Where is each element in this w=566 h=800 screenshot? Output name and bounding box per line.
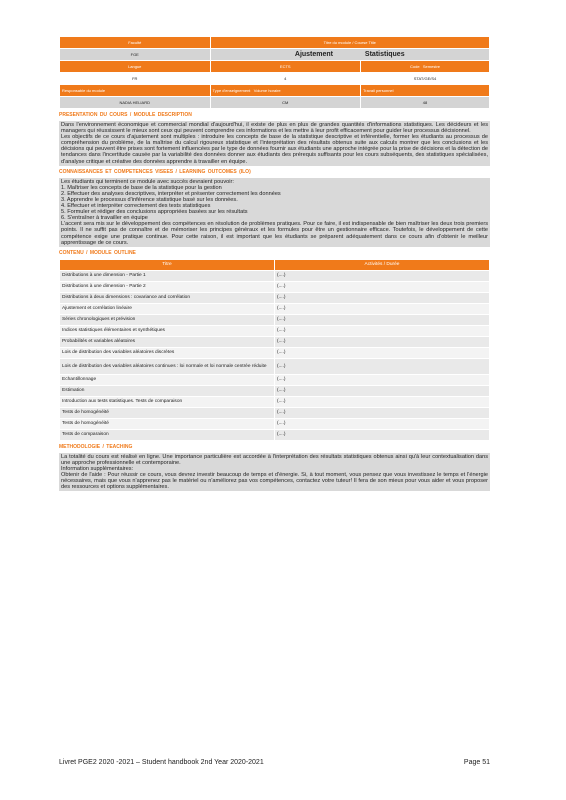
methodology-heading: METHODOLOGIE / TEACHING — [59, 443, 133, 450]
table-row — [60, 358, 490, 374]
presentation-paragraph: Dans l'environnement économique et commercial mondial d'aujourd'hui, il existe de plus en plus de grandes quantités d'informations statistiques. Les décideurs et les managers qui réussissent le mieux sont ceux qui peuvent comprendre ces informations et les mettre à leur profit efficacement pour guider leur processus décisionnel. — [61, 122, 488, 135]
faculty-header: Faculté — [60, 37, 211, 49]
outline-heading: CONTENU / MODULE OUTLINE — [59, 249, 136, 256]
learning-outcomes-text — [59, 178, 490, 247]
outline-activity-header: Activités / Durée — [275, 259, 490, 270]
presentation-paragraph: Les objectifs de ce cours d'ajustement sont multiples : introduire les concepts de base de la statistique descriptive et inférentielle, former les étudiants au processus de compréhension du problème, de la maîtrise du calcul rigoureux statistique et l'interprétation des résultats obtenus suite aux calculs montrer que les conclusions et les décisions qui peuvent être prises sont fortement influencées par le type de données fournir aux étudiants une approche intégrée pour la prise de décisions et la détection de tendances dans l'incertitude causée par la variabilité des données donner aux étudiants des prérequis suffisants pour les cours subséquents, des statistiques spécialisées, d'analyse critique et créative des données apprendre à travailler en équipe. — [61, 134, 488, 165]
outline-activity: (....) — [275, 303, 490, 314]
responsible-value: NADIA HELIARD — [60, 97, 211, 109]
outline-title: Lois de distribution des variables aléatoires discrètes — [60, 347, 275, 358]
outline-title: Distributions à deux dimensions : covariance and corrélation — [60, 292, 275, 303]
outline-title-header: Titre — [60, 259, 275, 270]
outline-title: Tests de homogénéité — [60, 407, 275, 418]
outline-table — [59, 259, 490, 441]
outline-activity: (....) — [275, 314, 490, 325]
outline-title: Tests de comparaison — [60, 429, 275, 440]
table-row — [60, 429, 490, 440]
course-title-word1: Ajustement — [294, 51, 334, 58]
faculty-value: FGE — [60, 49, 211, 61]
outline-title: Séries chronologiques et prévision — [60, 314, 275, 325]
methodology-paragraph: La totalité du cours est réalisé en ligne. Une importance particulière est accordée à l'interprétation des résultats statistiques obtenus ainsi qu'à leur contextualisation dans une approche professionnelle et contemporaine. — [61, 453, 488, 466]
methodology-subheading: Information supplémentaires: — [61, 465, 134, 472]
learning-outcome-item: 3. Apprendre le processus d'inférence statistique basé sur les données. — [61, 196, 238, 203]
responsible-header: Responsable du module — [60, 85, 211, 97]
table-row — [60, 292, 490, 303]
code-semester-header: Code Semestre — [361, 61, 490, 73]
table-row — [60, 374, 490, 385]
learning-outcome-item: 2. Effectuer des analyses descriptives, interpréter et présenter correctement les données — [61, 190, 281, 197]
table-row — [60, 314, 490, 325]
page-number: Page 51 — [463, 759, 490, 766]
table-row — [60, 303, 490, 314]
table-row — [60, 418, 490, 429]
course-title — [210, 49, 490, 61]
outline-activity: (....) — [275, 429, 490, 440]
course-info-table — [59, 36, 490, 109]
teaching-type-value: CM — [210, 97, 361, 109]
language-value: FR — [60, 73, 211, 85]
methodology-paragraph: Obtenir de l'aide : Pour réussir ce cours, vous devrez investir beaucoup de temps et d'énergie. Si, à tout moment, vous pensez que vous investissez le temps et l'énergie nécessaires, mais que vous n'apprenez pas le matériel ou n'améliorez pas vos compétences, contactez votre tuteur! Il fera de son mieux pour vous aider et vous proposer des ressources et options supplémentaires. — [61, 471, 488, 491]
outline-title: Distributions à une dimension - Partie 1 — [60, 270, 275, 281]
outline-title: Tests de homogénéité — [60, 418, 275, 429]
table-row — [60, 347, 490, 358]
outline-activity: (....) — [275, 336, 490, 347]
methodology-text — [59, 453, 490, 492]
outline-activity: (....) — [275, 358, 490, 374]
learning-outcome-item: 1. Maîtriser les concepts de base de la statistique pour la gestion — [61, 184, 222, 191]
table-row — [60, 385, 490, 396]
table-row — [60, 270, 490, 281]
outline-title: Lois de distribution des variables aléatoires continues : loi normale et loi normale centrée réduite — [60, 358, 275, 374]
table-row — [60, 325, 490, 336]
presentation-heading: PRESENTATION DU COURS / MODULE DESCRIPTION — [59, 112, 192, 118]
learning-outcomes-outro: L'accent sera mis sur le développement des compétences en résolution de problèmes pratiques. Pour ce faire, il est indispensable de bien maîtriser les deux trois premiers points. Il ne suffit pas de connaître et de mémoriser les principes généraux et les formules pour être un gestionnaire efficace. Toutefois, le développement de cette compétence exige une pratique continue. Pour cette raison, il est important que les étudiants se préparent adéquatement dans ce cours afin d'obtenir le meilleur apprentissage de ce cours. — [61, 221, 488, 246]
ects-value: 4 — [210, 73, 361, 85]
outline-activity: (....) — [275, 385, 490, 396]
learning-outcomes-intro: Les étudiants qui terminent ce module avec succès devraient pouvoir: — [61, 178, 234, 185]
table-row — [60, 407, 490, 418]
outline-title: Probabilités et variables aléatoires — [60, 336, 275, 347]
outline-title: Distributions à une dimension - Partie 2 — [60, 281, 275, 292]
table-row — [60, 336, 490, 347]
language-header: Langue — [60, 61, 211, 73]
hours-value: 48 — [361, 97, 490, 109]
outline-activity: (....) — [275, 325, 490, 336]
page-content — [59, 36, 490, 491]
outline-activity: (....) — [275, 407, 490, 418]
presentation-text — [59, 121, 490, 166]
learning-outcome-item: 4. Effectuer et interpréter correctement des tests statistiques — [61, 203, 211, 210]
learning-outcome-item: 6. S'entraîner à travailler en équipe — [61, 215, 148, 222]
teaching-type-header: Type d'enseignement Volume horaire — [210, 85, 361, 97]
outline-activity: (....) — [275, 270, 490, 281]
outline-activity: (....) — [275, 347, 490, 358]
learning-outcome-item: 5. Formuler et rédiger des conclusions appropriées basées sur les résultats — [61, 209, 248, 216]
outline-activity: (....) — [275, 418, 490, 429]
code-value: STAT/GE/S4 — [361, 73, 490, 85]
ects-header: ECTS — [210, 61, 361, 73]
outline-title: Estimation — [60, 385, 275, 396]
course-title-word2: Statistiques — [364, 51, 405, 58]
outline-activity: (....) — [275, 281, 490, 292]
table-row — [60, 396, 490, 407]
learning-outcomes-heading: CONNAISSANCES ET COMPETENCES VISEES / LEARNING OUTCOMES (ILO) — [59, 168, 251, 175]
outline-activity: (....) — [275, 396, 490, 407]
outline-title: Introduction aux tests statistiques. Tests de comparaison — [60, 396, 275, 407]
outline-activity: (....) — [275, 374, 490, 385]
course-title-header: Titre du module / Course Title — [210, 37, 490, 49]
outline-title: Echantillonnage — [60, 374, 275, 385]
personal-work-header: Travail personnel — [361, 85, 490, 97]
outline-title: Ajustement et corrélation linéaire — [60, 303, 275, 314]
footer-handbook-label: Livret PGE2 2020 -2021 – Student handbook 2nd Year 2020-2021 — [59, 759, 264, 766]
outline-title: Indices statistiques élémentaires et synthétiques — [60, 325, 275, 336]
outline-activity: (....) — [275, 292, 490, 303]
table-row — [60, 281, 490, 292]
